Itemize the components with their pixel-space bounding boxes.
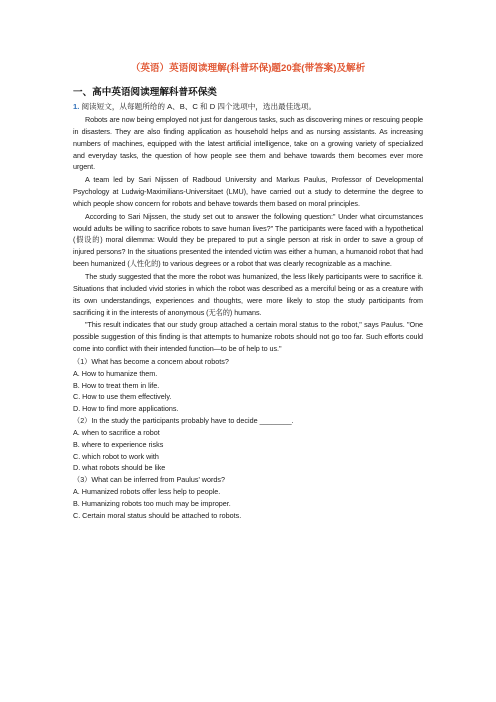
- question-stem: （1）What has become a concern about robots?: [73, 356, 229, 366]
- answer-option: B. Humanizing robots too much may be improper.: [73, 499, 231, 508]
- answer-option: A. when to sacrifice a robot: [73, 427, 160, 437]
- answer-option: C. which robot to work with: [73, 451, 159, 461]
- answer-option: B. How to treat them in life.: [73, 380, 160, 390]
- question-intro: [73, 101, 423, 113]
- question-3: [73, 474, 423, 521]
- question-1: [73, 356, 423, 415]
- answer-option: D. what robots should be like: [73, 463, 166, 473]
- answer-option: A. Humanized robots offer less help to people.: [73, 487, 221, 497]
- answer-option: C. How to use them effectively.: [73, 392, 172, 402]
- passage-paragraph-3: According to Sari Nijssen, the study set out to answer the following question:" Under what circumstances would adults be willing to sacrifice robots to save human lives?" The participants were faced with a hypothetical (假设的) moral dilemma: Would they be prepared to put a single person at risk in order to save a group of injured persons? In the situations presented the intended victim was either a human, a humanoid robot that had been humanized (人性化的) to various degrees or a robot that was clearly recognizable as a machine.: [73, 211, 423, 269]
- question-stem: （3）What can be inferred from Paulus' words?: [73, 475, 225, 485]
- passage-paragraph-5: "This result indicates that our study group attached a certain moral status to the robot," says Paulus. "One possible suggestion of this finding is that attempts to humanize robots should not go too far. Such efforts could come into conflict with their intended function—to be of help to us.": [73, 320, 423, 354]
- question-number: 1.: [73, 102, 80, 111]
- answer-option: C. Certain moral status should be attached to robots.: [73, 510, 242, 520]
- passage-paragraph-4: The study suggested that the more the robot was humanized, the less likely participants were to sacrifice it. Situations that included vivid stories in which the robot was described as a merciful being or as a creature with its own understandings, experiences and thoughts, were more likely to stop the study participants from sacrificing it in the interests of anonymous (无名的) humans.: [73, 271, 423, 317]
- question-2: [73, 415, 423, 474]
- answer-option: B. where to experience risks: [73, 439, 164, 449]
- document-title: （英语）英语阅读理解(科普环保)题20套(带答案)及解析: [130, 63, 366, 74]
- passage-paragraph-2: A team led by Sari Nijssen of Radboud University and Markus Paulus, Professor of Developmental Psychology at Ludwig-Maximilians-Universitaet (LMU), have carried out a study to determine the degree to which people show concern for robots and behave towards them based on moral principles.: [73, 175, 423, 208]
- answer-option: A. How to humanize them.: [73, 368, 158, 378]
- section-heading: 一、高中英语阅读理解科普环保类: [73, 87, 217, 98]
- question-instruction: 阅读短文，从每题所给的 A、B、C 和 D 四个选项中，选出最佳选项。: [81, 102, 317, 111]
- passage-paragraph-1: Robots are now being employed not just for dangerous tasks, such as discovering mines or rescuing people in disasters. They are also finding application as household helps and as nursing assistants. As increasing numbers of machines, equipped with the latest artificial intelligence, take on a growing variety of specialized and everyday tasks, the question of how people see them and behave towards them becomes ever more urgent.: [73, 115, 423, 172]
- question-stem: （2）In the study the participants probably have to decide ________.: [73, 416, 294, 426]
- answer-option: D. How to find more applications.: [73, 404, 179, 414]
